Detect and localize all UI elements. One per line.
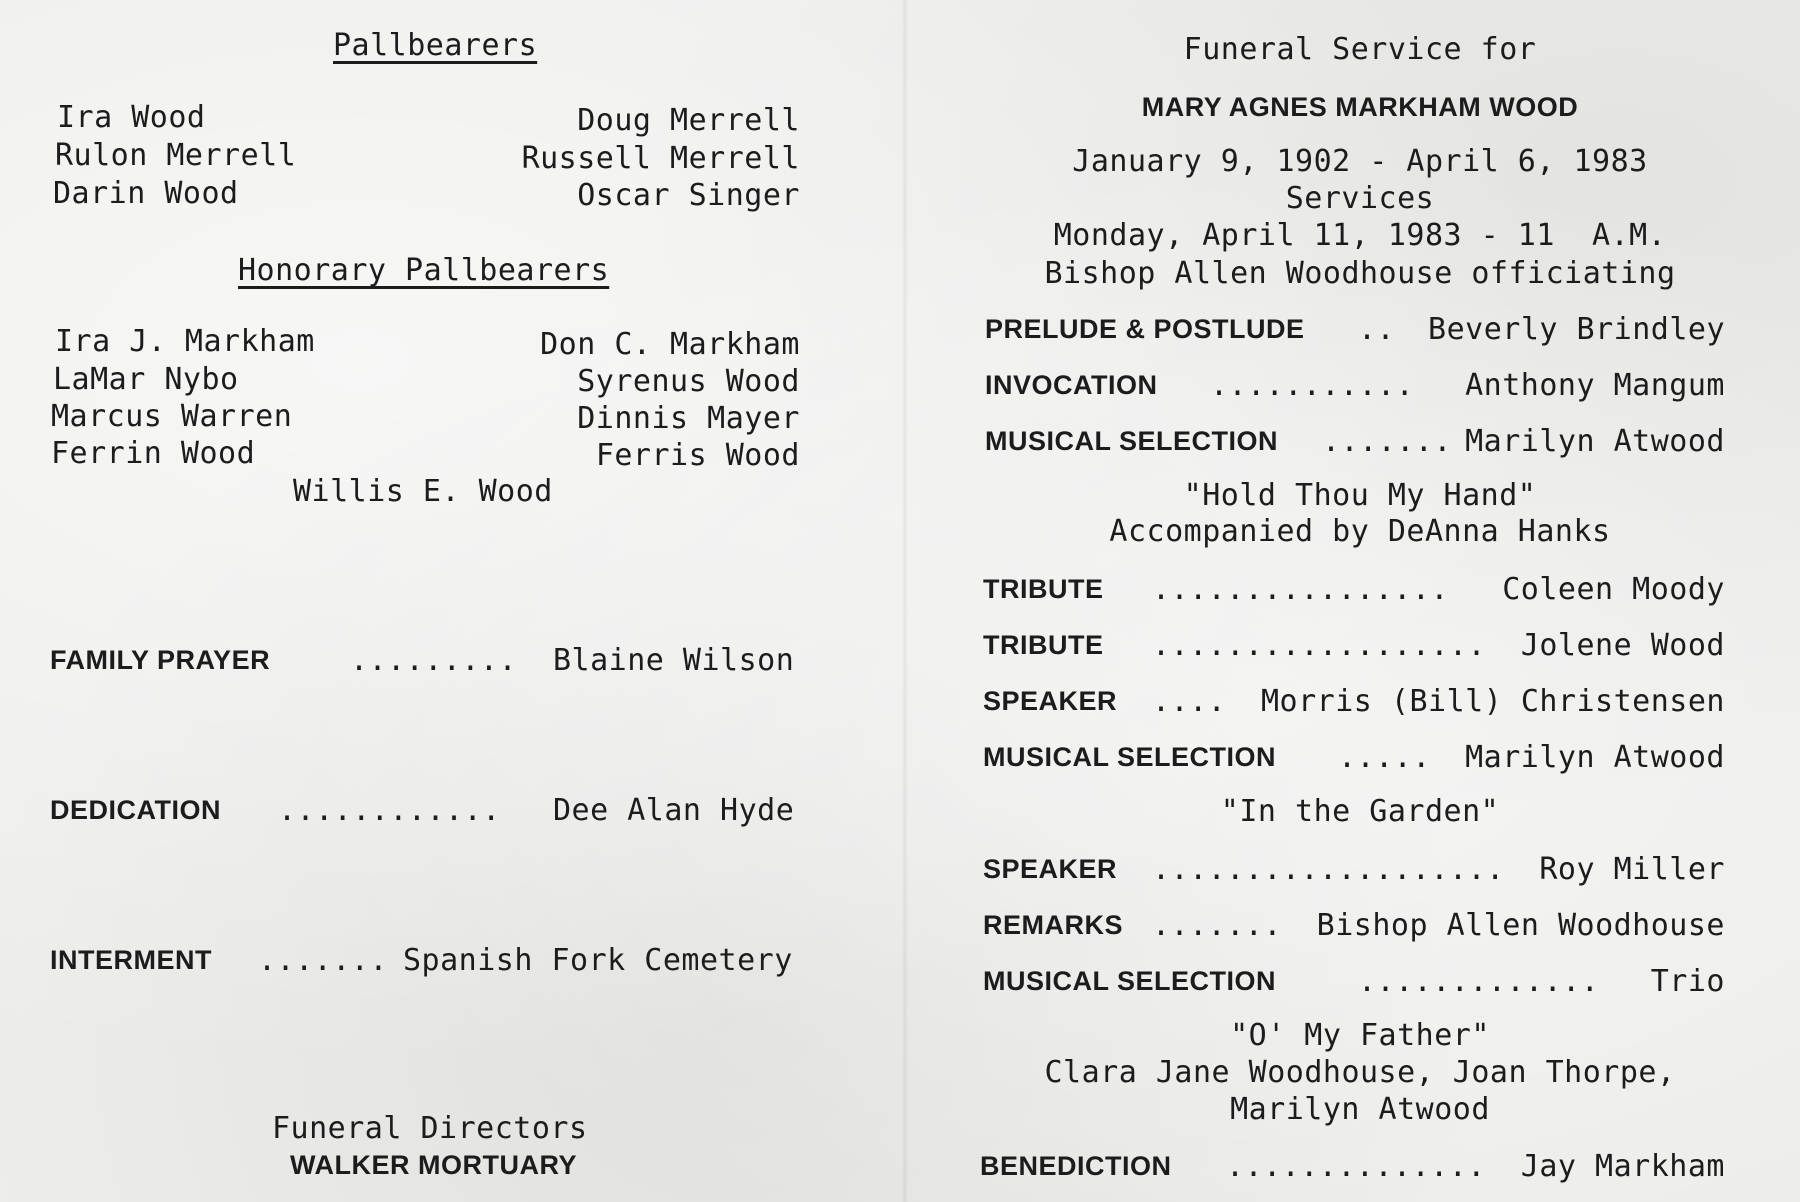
program-name-benediction: Jay Markham xyxy=(1520,1149,1725,1184)
program-dots-musical-1: ....... xyxy=(1322,424,1452,459)
interment-label: INTERMENT xyxy=(50,945,212,975)
song-in-the-garden: "In the Garden" xyxy=(1220,794,1500,829)
program-label-tribute-2: TRIBUTE xyxy=(983,630,1104,660)
honorary-left-4: Ferrin Wood xyxy=(51,436,256,471)
program-label-prelude: PRELUDE & POSTLUDE xyxy=(985,314,1305,344)
honorary-center: Willis E. Wood xyxy=(293,474,553,509)
pallbearer-left-1: Ira Wood xyxy=(57,100,206,135)
family-prayer-label: FAMILY PRAYER xyxy=(50,645,271,675)
program-name-speaker-2: Roy Miller xyxy=(1539,852,1725,887)
honorary-right-4: Ferris Wood xyxy=(595,438,800,473)
page-fold xyxy=(902,0,908,1202)
family-prayer-name: Blaine Wilson xyxy=(553,643,795,678)
trio-members-line-1: Clara Jane Woodhouse, Joan Thorpe, xyxy=(1044,1055,1676,1090)
honorary-right-3: Dinnis Mayer xyxy=(577,401,800,436)
program-name-invocation: Anthony Mangum xyxy=(1465,368,1725,403)
honorary-right-1: Don C. Markham xyxy=(540,327,800,362)
program-name-musical-3: Trio xyxy=(1650,964,1725,999)
program-name-tribute-1: Coleen Moody xyxy=(1502,572,1725,607)
honorary-left-2: LaMar Nybo xyxy=(53,362,239,397)
pallbearer-left-2: Rulon Merrell xyxy=(55,138,297,173)
honorary-left-1: Ira J. Markham xyxy=(55,324,315,359)
program-dots-musical-3: ............. xyxy=(1358,964,1600,999)
program-label-musical-1: MUSICAL SELECTION xyxy=(985,426,1279,456)
program-label-speaker-2: SPEAKER xyxy=(983,854,1118,884)
program-label-benediction: BENEDICTION xyxy=(980,1151,1172,1181)
dedication-label: DEDICATION xyxy=(50,795,221,825)
program-name-speaker-1: Morris (Bill) Christensen xyxy=(1260,684,1725,719)
program-dots-musical-2: ..... xyxy=(1338,740,1431,775)
honorary-left-3: Marcus Warren xyxy=(51,399,293,434)
funeral-directors-name: WALKER MORTUARY xyxy=(290,1150,577,1180)
program-dots-speaker-1: .... xyxy=(1152,684,1227,719)
program-name-musical-2: Marilyn Atwood xyxy=(1465,740,1725,775)
program-dots-speaker-2: ................... xyxy=(1152,852,1505,887)
program-name-musical-1: Marilyn Atwood xyxy=(1465,424,1725,459)
pallbearer-left-3: Darin Wood xyxy=(53,176,239,211)
honorary-right-2: Syrenus Wood xyxy=(577,364,800,399)
program-label-speaker-1: SPEAKER xyxy=(983,686,1118,716)
pallbearers-heading: Pallbearers xyxy=(333,28,538,63)
program-dots-tribute-2: .................. xyxy=(1152,628,1487,663)
pallbearer-right-1: Doug Merrell xyxy=(577,103,800,138)
program-dots-remarks: ....... xyxy=(1152,908,1282,943)
dedication-dots: ............ xyxy=(278,793,501,828)
life-dates: January 9, 1902 - April 6, 1983 xyxy=(1072,144,1648,179)
program-dots-tribute-1: ................ xyxy=(1152,572,1449,607)
family-prayer-dots: ......... xyxy=(350,643,518,678)
program-label-invocation: INVOCATION xyxy=(985,370,1158,400)
program-label-musical-3: MUSICAL SELECTION xyxy=(983,966,1277,996)
program-label-remarks: REMARKS xyxy=(983,910,1124,940)
service-time: Monday, April 11, 1983 - 11 A.M. xyxy=(1053,218,1667,253)
pallbearer-right-2: Russell Merrell xyxy=(521,141,800,176)
trio-members-line-2: Marilyn Atwood xyxy=(1230,1092,1490,1127)
services-label: Services xyxy=(1285,181,1435,216)
interment-name: Spanish Fork Cemetery xyxy=(403,943,793,978)
program-name-tribute-2: Jolene Wood xyxy=(1520,628,1725,663)
song-accompanist: Accompanied by DeAnna Hanks xyxy=(1109,514,1611,549)
program-label-musical-2: MUSICAL SELECTION xyxy=(983,742,1277,772)
program-name-prelude: Beverly Brindley xyxy=(1428,312,1725,347)
program-label-tribute-1: TRIBUTE xyxy=(983,574,1104,604)
funeral-directors-label: Funeral Directors xyxy=(272,1111,588,1146)
honorary-pallbearers-heading: Honorary Pallbearers xyxy=(238,253,610,288)
interment-dots: ....... xyxy=(258,943,388,978)
program-dots-benediction: .............. xyxy=(1226,1149,1486,1184)
officiating: Bishop Allen Woodhouse officiating xyxy=(1044,256,1676,291)
pallbearer-right-3: Oscar Singer xyxy=(577,178,800,213)
song-o-my-father: "O' My Father" xyxy=(1230,1018,1490,1053)
program-dots-invocation: ........... xyxy=(1210,368,1415,403)
program-dots-prelude: .. xyxy=(1358,312,1396,347)
dedication-name: Dee Alan Hyde xyxy=(553,793,795,828)
program-name-remarks: Bishop Allen Woodhouse xyxy=(1316,908,1725,943)
deceased-name: MARY AGNES MARKHAM WOOD xyxy=(1141,92,1579,122)
service-for: Funeral Service for xyxy=(1183,32,1537,67)
song-hold-thou-my-hand: "Hold Thou My Hand" xyxy=(1183,478,1537,513)
